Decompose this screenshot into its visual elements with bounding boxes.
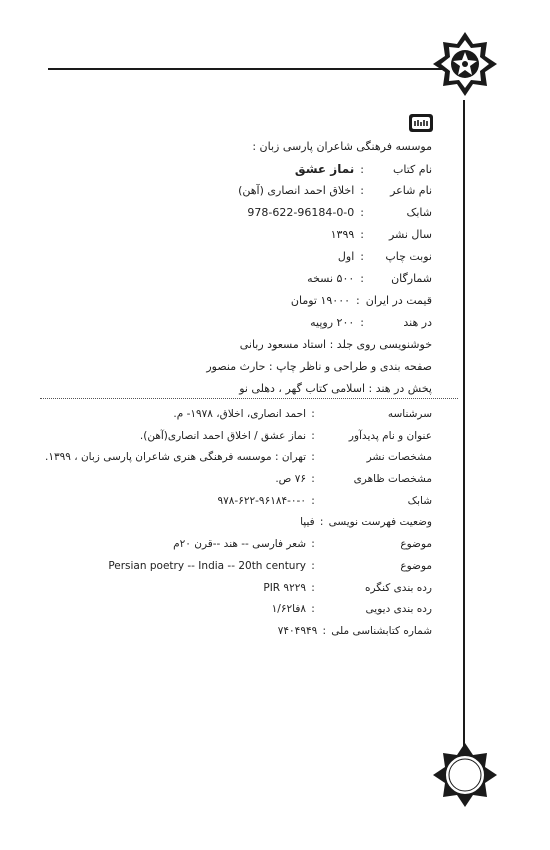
cat-label: رده بندی کنگره [364,581,432,594]
ornament-top-icon [433,32,497,96]
publisher-intro: موسسه فرهنگی شاعران پارسی زبان : [252,140,432,153]
cat-label: شابک [407,494,432,507]
info-row-isbn: شابک:978-622-96184-0-0 [72,202,432,224]
cat-row: مشخصات ظاهری:۷۶ ص. [0,469,432,491]
cat-label: سرشناسه [387,408,432,420]
info-row-edition: نوبت چاپ:اول [72,246,432,268]
info-row-poet: نام شاعر:اخلاق احمد انصاری (آهن) [72,180,432,202]
info-label: سال نشر [388,228,432,241]
cat-row: وضعیت فهرست نویسی:فیپا [0,512,432,534]
top-border-line [48,68,468,70]
cat-row: شابک:۹۷۸-۶۲۲-۹۶۱۸۴-۰-۰ [0,491,432,513]
info-label: نام کتاب [393,163,432,176]
info-label: قیمت در ایران [365,294,432,307]
info-row-price-india: در هند:۲۰۰ روپیه [72,312,432,334]
cataloging-block [0,404,432,643]
ornament-bottom-icon [433,743,497,807]
cat-value: ۷۴۰۴۹۴۹ [277,624,318,637]
info-label: شمارگان [391,272,432,285]
cat-label: شماره کتابشناسی ملی [331,624,432,637]
info-label: در هند [403,316,432,329]
cat-value: PIR ۹۲۲۹ [263,581,306,594]
cat-row: رده بندی کنگره:PIR ۹۲۲۹ [0,578,432,600]
cat-label: مشخصات نشر [366,451,432,464]
info-label: شابک [406,206,432,219]
cat-value: ۸فا۱/۶۲ [271,603,306,616]
info-label: نوبت چاپ [385,250,432,263]
cat-value: نماز عشق / اخلاق احمد انصاری(آهن). [139,429,306,442]
cat-row: موضوع:شعر فارسی -- هند --قرن ۲۰م [0,534,432,556]
credit-layout: صفحه بندی و طراحی و ناظر چاپ : حارث منصور [206,360,432,373]
credit-distribution: پخش در هند : اسلامی کتاب گهر ، دهلی نو [239,382,432,395]
info-value: ۱۹۰۰۰ تومان [290,294,351,307]
info-value: نماز عشق [294,162,355,176]
cat-value: شعر فارسی -- هند --قرن ۲۰م [173,538,306,551]
info-value: اخلاق احمد انصاری (آهن) [238,184,355,197]
info-row-title: نام کتاب:نماز عشق [72,158,432,180]
info-row-price-iran: قیمت در ایران:۱۹۰۰۰ تومان [72,290,432,312]
info-value: ۵۰۰ نسخه [307,272,355,285]
info-row-year: سال نشر:۱۳۹۹ [72,224,432,246]
cat-row: عنوان و نام پدیدآور:نماز عشق / اخلاق احمد انصاری(آهن). [0,426,432,448]
cat-label: عنوان و نام پدیدآور [348,429,432,442]
cat-row: مشخصات نشر:تهران : موسسه فرهنگی هنری شاعران پارسی زبان ، ۱۳۹۹. [0,447,432,469]
info-value: 978-622-96184-0-0 [247,206,355,219]
cat-value: فیپا [300,516,315,529]
info-value: ۱۳۹۹ [330,228,355,241]
cat-label: موضوع [400,559,432,572]
right-border-line [463,100,465,760]
cat-label: مشخصات ظاهری [353,473,432,486]
cat-label: وضعیت فهرست نویسی [328,516,432,529]
cat-value: تهران : موسسه فرهنگی هنری شاعران پارسی زبان ، ۱۳۹۹. [44,451,306,464]
cat-value: ۷۶ ص. [275,473,306,486]
cat-value: ۹۷۸-۶۲۲-۹۶۱۸۴-۰-۰ [217,494,306,507]
cat-label: موضوع [400,538,432,551]
credit-calligraphy: خوشنویسی روی جلد : استاد مسعود ربانی [239,338,432,351]
info-value: ۲۰۰ روپیه [310,316,355,329]
info-row-print-run: شمارگان:۵۰۰ نسخه [72,268,432,290]
cat-value: Persian poetry -- India -- 20th century [108,559,306,572]
info-value: اول [337,250,355,263]
cat-row: موضوع:Persian poetry -- India -- 20th century [0,556,432,578]
book-info-block [72,136,432,400]
cat-row: رده بندی دیویی:۸فا۱/۶۲ [0,599,432,621]
cat-label: رده بندی دیویی [365,603,432,616]
cat-row: سرشناسه:احمد انصاری، اخلاق، ۱۹۷۸- م. [0,404,432,426]
cat-row: شماره کتابشناسی ملی:۷۴۰۴۹۴۹ [0,621,432,643]
publisher-logo-icon [408,113,434,133]
cat-value: احمد انصاری، اخلاق، ۱۹۷۸- م. [173,408,306,420]
info-label: نام شاعر [390,184,432,197]
dotted-divider [40,398,458,399]
